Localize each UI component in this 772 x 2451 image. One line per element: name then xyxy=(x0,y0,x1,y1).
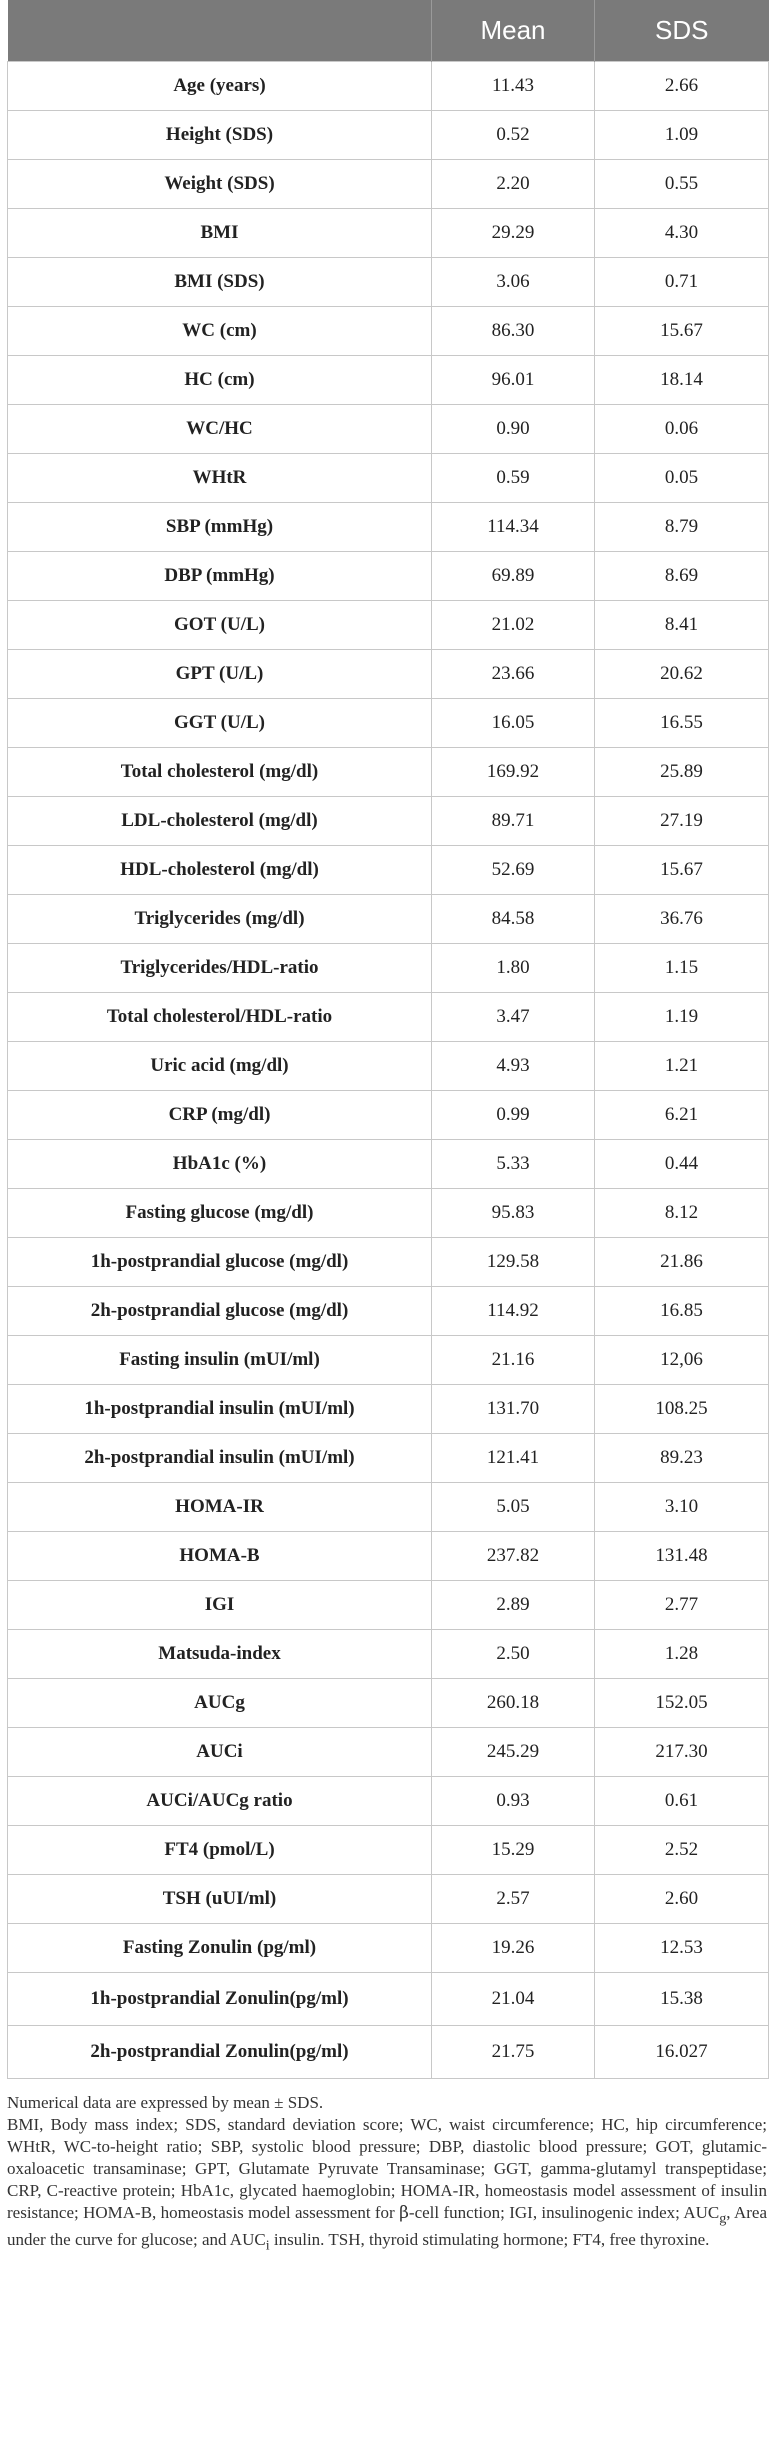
row-sds-cell: 18.14 xyxy=(595,356,769,405)
header-row xyxy=(8,0,769,62)
row-mean-cell: 2.50 xyxy=(432,1630,595,1679)
row-mean-cell: 11.43 xyxy=(432,62,595,111)
table-row xyxy=(8,1189,769,1238)
row-mean-cell: 260.18 xyxy=(432,1679,595,1728)
row-sds-cell: 12,06 xyxy=(595,1336,769,1385)
row-label-cell: 2h-postprandial glucose (mg/dl) xyxy=(8,1287,432,1336)
row-label-cell: Total cholesterol (mg/dl) xyxy=(8,748,432,797)
row-label-cell: FT4 (pmol/L) xyxy=(8,1826,432,1875)
table-row xyxy=(8,1483,769,1532)
table-row xyxy=(8,160,769,209)
table-row xyxy=(8,1385,769,1434)
row-sds-cell: 16.55 xyxy=(595,699,769,748)
header-cell-sds: SDS xyxy=(595,0,769,62)
row-label-cell: Total cholesterol/HDL-ratio xyxy=(8,993,432,1042)
row-sds-cell: 27.19 xyxy=(595,797,769,846)
footnote-abbreviations xyxy=(7,2114,767,2257)
subscript-g: g xyxy=(719,2210,727,2227)
row-sds-cell: 25.89 xyxy=(595,748,769,797)
row-mean-cell: 96.01 xyxy=(432,356,595,405)
table-row xyxy=(8,993,769,1042)
row-label-cell: AUCi/AUCg ratio xyxy=(8,1777,432,1826)
table-row xyxy=(8,601,769,650)
row-sds-cell: 1.28 xyxy=(595,1630,769,1679)
abbreviations-text-1: BMI, Body mass index; SDS, standard deviation score; WC, waist circumference; HC, hip circumference; WHtR, WC-to-height ratio; SBP, systolic blood pressure; DBP, diastolic blood pressure; GOT, glutamic-oxaloacetic transaminase; GPT, Glutamate Pyruvate Transaminase; GGT, gamma-glutamyl transpeptidase; CRP, C-reactive protein; HbA1c, glycated haemoglobin; HOMA-IR, homeostasis model assessment of insulin resistance; HOMA-B, homeostasis model assessment for xyxy=(7,2115,767,2222)
row-sds-cell: 6.21 xyxy=(595,1091,769,1140)
row-mean-cell: 2.57 xyxy=(432,1875,595,1924)
row-label-cell: HOMA-B xyxy=(8,1532,432,1581)
row-label-cell: WHtR xyxy=(8,454,432,503)
table-row xyxy=(8,1973,769,2026)
abbreviations-text-3: , Area under the curve for glucose; and AUC xyxy=(7,2203,768,2250)
table-row xyxy=(8,62,769,111)
row-sds-cell: 15.67 xyxy=(595,307,769,356)
row-sds-cell: 0.05 xyxy=(595,454,769,503)
table-row xyxy=(8,895,769,944)
row-sds-cell: 89.23 xyxy=(595,1434,769,1483)
row-mean-cell: 237.82 xyxy=(432,1532,595,1581)
row-label-cell: GOT (U/L) xyxy=(8,601,432,650)
row-sds-cell: 20.62 xyxy=(595,650,769,699)
row-mean-cell: 15.29 xyxy=(432,1826,595,1875)
row-label-cell: Triglycerides (mg/dl) xyxy=(8,895,432,944)
row-mean-cell: 3.47 xyxy=(432,993,595,1042)
row-mean-cell: 5.05 xyxy=(432,1483,595,1532)
row-sds-cell: 131.48 xyxy=(595,1532,769,1581)
row-mean-cell: 69.89 xyxy=(432,552,595,601)
table-row xyxy=(8,797,769,846)
row-label-cell: Fasting glucose (mg/dl) xyxy=(8,1189,432,1238)
row-label-cell: GPT (U/L) xyxy=(8,650,432,699)
row-label-cell: AUCi xyxy=(8,1728,432,1777)
row-sds-cell: 21.86 xyxy=(595,1238,769,1287)
row-sds-cell: 2.60 xyxy=(595,1875,769,1924)
row-mean-cell: 169.92 xyxy=(432,748,595,797)
table-row xyxy=(8,307,769,356)
row-label-cell: Triglycerides/HDL-ratio xyxy=(8,944,432,993)
row-sds-cell: 0.55 xyxy=(595,160,769,209)
row-mean-cell: 21.16 xyxy=(432,1336,595,1385)
table-row xyxy=(8,1826,769,1875)
row-mean-cell: 4.93 xyxy=(432,1042,595,1091)
abbreviations-text-2: -cell function; IGI, insulinogenic index; AUC xyxy=(408,2203,720,2222)
row-label-cell: Fasting Zonulin (pg/ml) xyxy=(8,1924,432,1973)
header-cell-label xyxy=(8,0,432,62)
table-row xyxy=(8,1091,769,1140)
table-row xyxy=(8,650,769,699)
table-row xyxy=(8,1630,769,1679)
table-row xyxy=(8,699,769,748)
row-label-cell: TSH (uUI/ml) xyxy=(8,1875,432,1924)
abbreviations-text-4: insulin. TSH, thyroid stimulating hormone; FT4, free thyroxine. xyxy=(269,2230,710,2250)
row-label-cell: DBP (mmHg) xyxy=(8,552,432,601)
table-row xyxy=(8,454,769,503)
row-label-cell: Weight (SDS) xyxy=(8,160,432,209)
row-sds-cell: 1.19 xyxy=(595,993,769,1042)
row-sds-cell: 2.52 xyxy=(595,1826,769,1875)
table-row xyxy=(8,503,769,552)
table-row xyxy=(8,748,769,797)
table-row xyxy=(8,1434,769,1483)
table-row xyxy=(8,1140,769,1189)
row-mean-cell: 131.70 xyxy=(432,1385,595,1434)
row-label-cell: AUCg xyxy=(8,1679,432,1728)
row-mean-cell: 0.93 xyxy=(432,1777,595,1826)
row-mean-cell: 5.33 xyxy=(432,1140,595,1189)
row-mean-cell: 2.89 xyxy=(432,1581,595,1630)
row-label-cell: 1h-postprandial insulin (mUI/ml) xyxy=(8,1385,432,1434)
row-sds-cell: 12.53 xyxy=(595,1924,769,1973)
header-cell-mean: Mean xyxy=(432,0,595,62)
row-label-cell: Age (years) xyxy=(8,62,432,111)
row-mean-cell: 95.83 xyxy=(432,1189,595,1238)
table-row xyxy=(8,1728,769,1777)
row-label-cell: LDL-cholesterol (mg/dl) xyxy=(8,797,432,846)
row-label-cell: IGI xyxy=(8,1581,432,1630)
row-label-cell: CRP (mg/dl) xyxy=(8,1091,432,1140)
row-label-cell: HOMA-IR xyxy=(8,1483,432,1532)
row-mean-cell: 29.29 xyxy=(432,209,595,258)
row-sds-cell: 2.66 xyxy=(595,62,769,111)
table-header xyxy=(8,0,769,62)
data-table xyxy=(7,0,769,2079)
beta-symbol: β xyxy=(399,2203,409,2223)
row-sds-cell: 2.77 xyxy=(595,1581,769,1630)
row-mean-cell: 16.05 xyxy=(432,699,595,748)
table-row xyxy=(8,111,769,160)
row-label-cell: HDL-cholesterol (mg/dl) xyxy=(8,846,432,895)
row-sds-cell: 8.41 xyxy=(595,601,769,650)
row-mean-cell: 21.75 xyxy=(432,2026,595,2079)
row-label-cell: WC/HC xyxy=(8,405,432,454)
row-label-cell: BMI (SDS) xyxy=(8,258,432,307)
table-row xyxy=(8,1924,769,1973)
row-mean-cell: 0.90 xyxy=(432,405,595,454)
row-label-cell: 1h-postprandial Zonulin(pg/ml) xyxy=(8,1973,432,2026)
row-mean-cell: 129.58 xyxy=(432,1238,595,1287)
row-mean-cell: 23.66 xyxy=(432,650,595,699)
footnote-data-note: Numerical data are expressed by mean ± SDS. xyxy=(7,2093,324,2112)
row-mean-cell: 0.59 xyxy=(432,454,595,503)
row-sds-cell: 152.05 xyxy=(595,1679,769,1728)
table-row xyxy=(8,2026,769,2079)
table-row xyxy=(8,356,769,405)
table-row xyxy=(8,1777,769,1826)
row-sds-cell: 15.67 xyxy=(595,846,769,895)
row-label-cell: HbA1c (%) xyxy=(8,1140,432,1189)
table-row xyxy=(8,258,769,307)
row-sds-cell: 0.71 xyxy=(595,258,769,307)
row-sds-cell: 0.44 xyxy=(595,1140,769,1189)
row-mean-cell: 2.20 xyxy=(432,160,595,209)
row-label-cell: 2h-postprandial insulin (mUI/ml) xyxy=(8,1434,432,1483)
data-table-container xyxy=(7,0,768,2079)
row-mean-cell: 121.41 xyxy=(432,1434,595,1483)
table-row xyxy=(8,1238,769,1287)
table-row xyxy=(8,1581,769,1630)
row-sds-cell: 217.30 xyxy=(595,1728,769,1777)
row-sds-cell: 8.79 xyxy=(595,503,769,552)
table-row xyxy=(8,1679,769,1728)
table-row xyxy=(8,1287,769,1336)
row-mean-cell: 84.58 xyxy=(432,895,595,944)
row-label-cell: 2h-postprandial Zonulin(pg/ml) xyxy=(8,2026,432,2079)
row-sds-cell: 8.12 xyxy=(595,1189,769,1238)
table-row xyxy=(8,209,769,258)
table-row xyxy=(8,1875,769,1924)
row-mean-cell: 0.99 xyxy=(432,1091,595,1140)
table-row xyxy=(8,405,769,454)
table-row xyxy=(8,552,769,601)
row-sds-cell: 15.38 xyxy=(595,1973,769,2026)
row-mean-cell: 21.04 xyxy=(432,1973,595,2026)
row-sds-cell: 16.027 xyxy=(595,2026,769,2079)
row-sds-cell: 1.09 xyxy=(595,111,769,160)
row-sds-cell: 1.21 xyxy=(595,1042,769,1091)
row-mean-cell: 0.52 xyxy=(432,111,595,160)
row-sds-cell: 4.30 xyxy=(595,209,769,258)
row-mean-cell: 245.29 xyxy=(432,1728,595,1777)
row-label-cell: Height (SDS) xyxy=(8,111,432,160)
table-body xyxy=(8,62,769,2079)
table-row xyxy=(8,1042,769,1091)
row-mean-cell: 3.06 xyxy=(432,258,595,307)
row-label-cell: Matsuda-index xyxy=(8,1630,432,1679)
row-label-cell: BMI xyxy=(8,209,432,258)
row-sds-cell: 1.15 xyxy=(595,944,769,993)
row-label-cell: HC (cm) xyxy=(8,356,432,405)
subscript-i: i xyxy=(265,2237,270,2254)
row-label-cell: 1h-postprandial glucose (mg/dl) xyxy=(8,1238,432,1287)
row-mean-cell: 52.69 xyxy=(432,846,595,895)
row-sds-cell: 0.06 xyxy=(595,405,769,454)
row-label-cell: Uric acid (mg/dl) xyxy=(8,1042,432,1091)
row-sds-cell: 16.85 xyxy=(595,1287,769,1336)
row-label-cell: WC (cm) xyxy=(8,307,432,356)
row-sds-cell: 36.76 xyxy=(595,895,769,944)
row-sds-cell: 8.69 xyxy=(595,552,769,601)
row-mean-cell: 89.71 xyxy=(432,797,595,846)
table-row xyxy=(8,1336,769,1385)
table-footnote xyxy=(7,2092,767,2257)
row-sds-cell: 108.25 xyxy=(595,1385,769,1434)
row-sds-cell: 0.61 xyxy=(595,1777,769,1826)
row-label-cell: GGT (U/L) xyxy=(8,699,432,748)
row-mean-cell: 114.92 xyxy=(432,1287,595,1336)
row-sds-cell: 3.10 xyxy=(595,1483,769,1532)
row-mean-cell: 19.26 xyxy=(432,1924,595,1973)
row-mean-cell: 114.34 xyxy=(432,503,595,552)
row-mean-cell: 21.02 xyxy=(432,601,595,650)
row-mean-cell: 1.80 xyxy=(432,944,595,993)
row-mean-cell: 86.30 xyxy=(432,307,595,356)
table-row xyxy=(8,1532,769,1581)
table-row xyxy=(8,944,769,993)
table-row xyxy=(8,846,769,895)
row-label-cell: Fasting insulin (mUI/ml) xyxy=(8,1336,432,1385)
row-label-cell: SBP (mmHg) xyxy=(8,503,432,552)
